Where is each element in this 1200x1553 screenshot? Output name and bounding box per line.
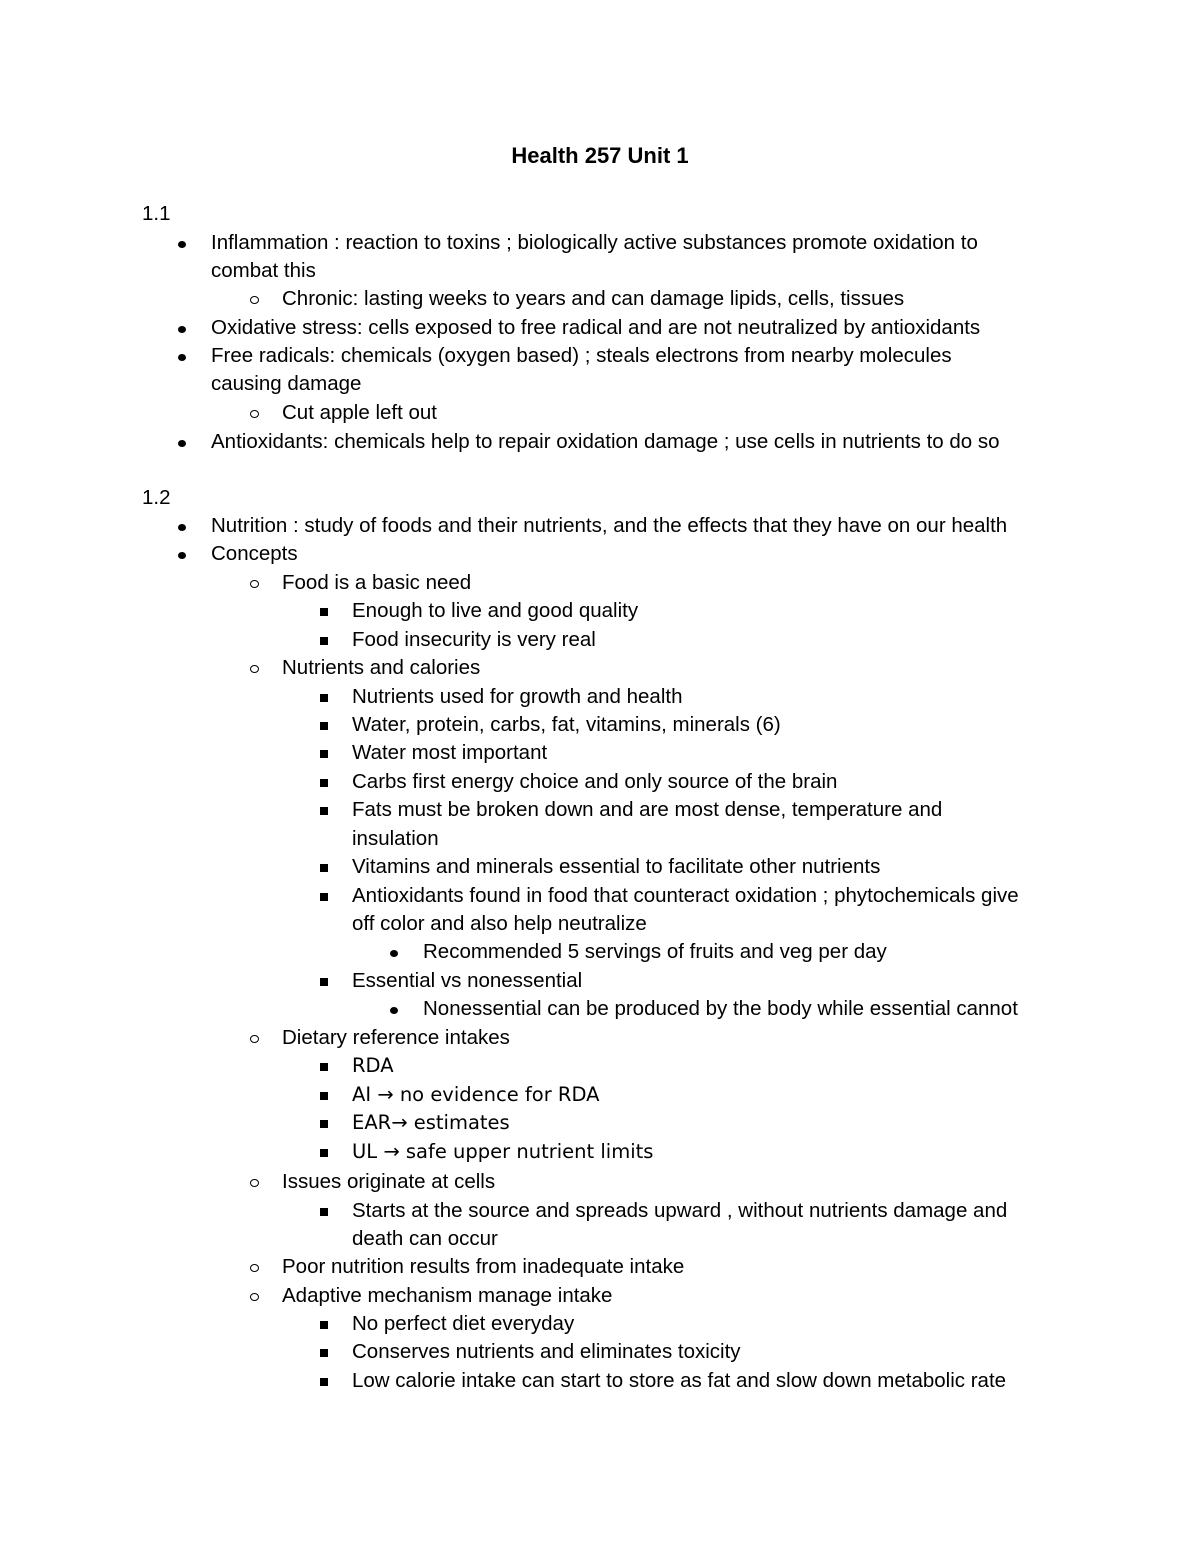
list-item-continuation: insulation [352, 827, 439, 850]
square-bullet-icon [314, 1109, 334, 1137]
list-item: Chronic: lasting weeks to years and can damage lipids, cells, tissues [282, 287, 905, 310]
list-item: Poor nutrition results from inadequate intake [282, 1255, 685, 1278]
list-item: Dietary reference intakes [282, 1026, 510, 1049]
hollow-bullet-icon [244, 399, 264, 427]
section-heading-1-2: 1.2 [142, 486, 171, 509]
list-item: Starts at the source and spreads upward , without nutrients damage and [352, 1199, 1008, 1222]
list-item: Nutrients used for growth and health [352, 685, 683, 708]
square-bullet-icon [314, 1338, 334, 1366]
list-item: Antioxidants: chemicals help to repair oxidation damage ; use cells in nutrients to do so [211, 430, 1000, 453]
square-bullet-icon [314, 1310, 334, 1338]
bullet-icon [172, 342, 192, 370]
list-item: Concepts [211, 542, 298, 565]
list-item: Water most important [352, 741, 548, 764]
list-item: Oxidative stress: cells exposed to free radical and are not neutralized by antioxidants [211, 316, 981, 339]
list-item: Food insecurity is very real [352, 628, 596, 651]
list-item: Nonessential can be produced by the body while essential cannot [423, 997, 1018, 1020]
square-bullet-icon [314, 711, 334, 739]
square-bullet-icon [314, 967, 334, 995]
square-bullet-icon [314, 1197, 334, 1225]
square-bullet-icon [314, 796, 334, 824]
hollow-bullet-icon [244, 654, 264, 682]
list-item-continuation: combat this [211, 259, 316, 282]
list-item: Recommended 5 servings of fruits and veg per day [423, 940, 887, 963]
list-item: Fats must be broken down and are most dense, temperature and [352, 798, 943, 821]
square-bullet-icon [314, 1052, 334, 1080]
square-bullet-icon [314, 1081, 334, 1109]
square-bullet-icon [314, 626, 334, 654]
hollow-bullet-icon [244, 1024, 264, 1052]
list-item-continuation: death can occur [352, 1227, 498, 1250]
bullet-icon [172, 229, 192, 257]
hollow-bullet-icon [244, 285, 264, 313]
list-item: AI → no evidence for RDA [352, 1083, 600, 1106]
hollow-bullet-icon [244, 1282, 264, 1310]
list-item: Food is a basic need [282, 571, 472, 594]
bullet-icon [172, 314, 192, 342]
square-bullet-icon [314, 882, 334, 910]
square-bullet-icon [314, 683, 334, 711]
list-item: Nutrition : study of foods and their nutrients, and the effects that they have on our health [211, 514, 1008, 537]
list-item: EAR→ estimates [352, 1111, 510, 1134]
square-bullet-icon [314, 768, 334, 796]
list-item: Water, protein, carbs, fat, vitamins, minerals (6) [352, 713, 781, 736]
list-item: Adaptive mechanism manage intake [282, 1284, 613, 1307]
list-item-continuation: causing damage [211, 372, 362, 395]
square-bullet-icon [314, 1138, 334, 1166]
square-bullet-icon [314, 853, 334, 881]
section-heading-1-1: 1.1 [142, 202, 171, 225]
list-item: Enough to live and good quality [352, 599, 639, 622]
hollow-bullet-icon [244, 1168, 264, 1196]
list-item-continuation: off color and also help neutralize [352, 912, 647, 935]
square-bullet-icon [314, 1367, 334, 1395]
list-item: Issues originate at cells [282, 1170, 496, 1193]
list-item: RDA [352, 1054, 394, 1077]
list-item: Low calorie intake can start to store as fat and slow down metabolic rate [352, 1369, 1007, 1392]
bullet-icon [172, 512, 192, 540]
square-bullet-icon [314, 739, 334, 767]
list-item: Free radicals: chemicals (oxygen based) ; steals electrons from nearby molecules [211, 344, 952, 367]
page-title: Health 257 Unit 1 [511, 143, 689, 168]
list-item: Carbs first energy choice and only source of the brain [352, 770, 838, 793]
bullet-icon [384, 938, 404, 966]
bullet-icon [172, 428, 192, 456]
list-item: Essential vs nonessential [352, 969, 583, 992]
bullet-icon [384, 995, 404, 1023]
list-item: Cut apple left out [282, 401, 437, 424]
list-item: Vitamins and minerals essential to facilitate other nutrients [352, 855, 881, 878]
square-bullet-icon [314, 597, 334, 625]
list-item: UL → safe upper nutrient limits [352, 1140, 654, 1163]
list-item: Conserves nutrients and eliminates toxicity [352, 1340, 741, 1363]
hollow-bullet-icon [244, 1253, 264, 1281]
list-item: No perfect diet everyday [352, 1312, 575, 1335]
hollow-bullet-icon [244, 569, 264, 597]
list-item: Inflammation : reaction to toxins ; biologically active substances promote oxidation to [211, 231, 978, 254]
list-item: Nutrients and calories [282, 656, 481, 679]
list-item: Antioxidants found in food that counteract oxidation ; phytochemicals give [352, 884, 1019, 907]
bullet-icon [172, 540, 192, 568]
